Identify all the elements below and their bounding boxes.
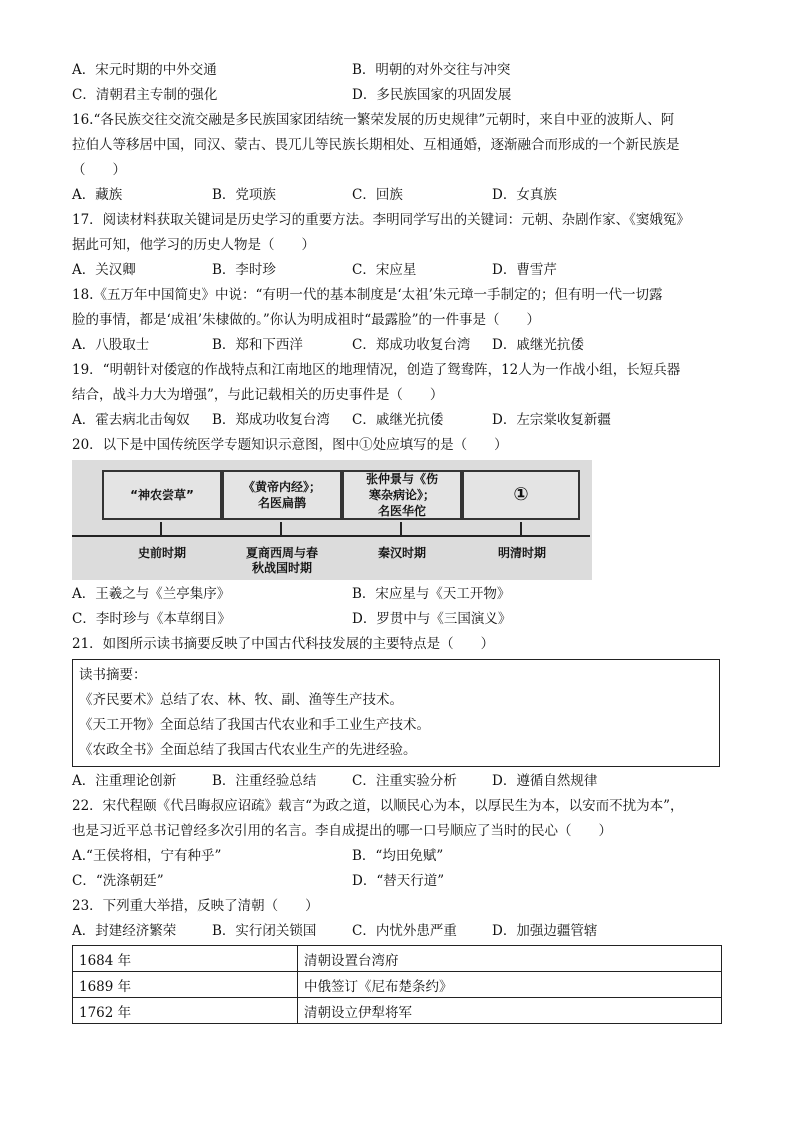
q15-option-d[interactable]: D．多民族国家的巩固发展 [352,87,512,103]
timeline-box-1: “神农尝草” [102,470,222,520]
q18-stem-line1: 18.《五万年中国简史》中说：“有明一代的基本制度是‘太祖’朱元璋一手制定的；但有明一代一切露 [72,287,663,303]
q17-option-d[interactable]: D．曹雪芹 [492,262,557,278]
q18-option-a[interactable]: A．八股取士 [72,337,150,353]
q23-option-a[interactable]: A．封建经济繁荣 [72,923,177,939]
q16-stem-line3: （ ） [72,162,126,178]
q22-stem-line1: 22．宋代程颐《代吕晦叔应诏疏》载言“为政之道，以顺民心为本，以厚民生为本，以安而不扰为本”， [72,798,684,814]
q20-option-c[interactable]: C．李时珍与《本草纲目》 [72,611,231,627]
q16-option-b[interactable]: B．党项族 [212,187,276,203]
q19-stem-line2: 结合，战斗力大为增强”，与此记载相关的历史事件是（ ） [72,387,444,403]
q18-option-b[interactable]: B．郑和下西洋 [212,337,303,353]
q23-option-c[interactable]: C．内忧外患严重 [352,923,457,939]
q15-option-c[interactable]: C．清朝君主专制的强化 [72,87,218,103]
q18-options [72,333,722,358]
q18-stem-line2: 脸的事情，都是‘成祖’朱棣做的。”你认为明成祖时“最露脸”的一件事是（ ） [72,312,541,328]
q16-options [72,183,722,208]
reading-summary-title: 读书摘要： [79,667,147,683]
reading-summary-line: 《农政全书》全面总结了我国古代农业生产的先进经验。 [79,742,417,758]
q19-option-c[interactable]: C．戚继光抗倭 [352,412,444,428]
q15-option-b[interactable]: B．明朝的对外交往与冲突 [352,62,511,78]
period-label-1: 史前时期 [137,546,186,560]
table-row [73,998,722,1024]
q15-option-a[interactable]: A．宋元时期的中外交通 [72,62,217,78]
q21-option-a[interactable]: A．注重理论创新 [72,773,177,789]
q23-option-b[interactable]: B．实行闭关锁国 [212,923,317,939]
q17-stem-line2: 据此可知，他学习的历史人物是（ ） [72,237,315,253]
q19-option-d[interactable]: D．左宗棠收复新疆 [492,412,611,428]
qing-events-table [72,945,722,1024]
q20-option-b[interactable]: B．宋应星与《天工开物》 [352,586,511,602]
q16-option-d[interactable]: D．女真族 [492,187,557,203]
q19-options [72,408,722,433]
q22-option-a[interactable]: A.“王侯将相，宁有种乎” [72,848,222,864]
q17-stem-line1: 17．阅读材料获取关键词是历史学习的重要方法。李明同学写出的关键词：元朝、杂剧作家、《窦娥冤》 [72,212,690,228]
q17-option-a[interactable]: A．关汉卿 [72,262,136,278]
medicine-timeline-diagram [72,460,592,580]
q23-option-d[interactable]: D．加强边疆管辖 [492,923,598,939]
q18-option-d[interactable]: D．戚继光抗倭 [492,337,584,353]
period-label-2: 夏商西周与春 秋战国时期 [245,546,318,575]
q16-option-a[interactable]: A．藏族 [72,187,123,203]
q21-option-c[interactable]: C．注重实验分析 [352,773,457,789]
timeline-tick [280,522,282,536]
table-cell-event: 清朝设置台湾府 [298,946,722,972]
q20-options-row2 [72,607,722,632]
q17-options [72,258,722,283]
q23-options [72,919,722,944]
q15-options-row2 [72,83,722,108]
q23-stem: 23．下列重大举措，反映了清朝（ ） [72,898,319,914]
timeline-axis [72,535,590,537]
q19-option-b[interactable]: B．郑成功收复台湾 [212,412,330,428]
q16-stem-line2: 拉伯人等移居中国，同汉、蒙古、畏兀儿等民族长期相处、互相通婚，逐渐融合而形成的一个新民族是 [72,137,680,153]
timeline-box-4: ① [462,470,580,520]
q20-stem: 20．以下是中国传统医学专题知识示意图，图中①处应填写的是（ ） [72,437,508,453]
q15-options-row1 [72,58,722,83]
q21-stem: 21．如图所示读书摘要反映了中国古代科技发展的主要特点是（ ） [72,636,495,652]
q22-option-b[interactable]: B．“均田免赋” [352,848,444,864]
timeline-tick [400,522,402,536]
q17-option-c[interactable]: C．宋应星 [352,262,417,278]
q20-option-a[interactable]: A．王羲之与《兰亭集序》 [72,586,231,602]
q19-stem-line1: 19．“明朝针对倭寇的作战特点和江南地区的地理情况，创造了鸳鸯阵，12人为一作战小组，长短兵器 [72,362,681,378]
timeline-tick [520,522,522,536]
reading-summary-line: 《天工开物》全面总结了我国古代农业和手工业生产技术。 [79,717,430,733]
timeline-box-2: 《黄帝内经》； 名医扁鹊 [222,470,342,520]
q22-options-row1 [72,844,722,869]
q22-option-c[interactable]: C．“洗涤朝廷” [72,873,164,889]
table-row [73,972,722,998]
period-label-4: 明清时期 [497,546,546,560]
timeline-tick [160,522,162,536]
reading-summary-box [72,659,720,767]
q22-stem-line2: 也是习近平总书记曾经多次引用的名言。李自成提出的哪一口号顺应了当时的民心（ ） [72,823,612,839]
q18-option-c[interactable]: C．郑成功收复台湾 [352,337,471,353]
table-cell-event: 清朝设立伊犁将军 [298,998,722,1024]
q21-option-b[interactable]: B．注重经验总结 [212,773,317,789]
q17-option-b[interactable]: B．李时珍 [212,262,276,278]
q21-options [72,769,722,794]
q16-option-c[interactable]: C．回族 [352,187,403,203]
q21-option-d[interactable]: D．遵循自然规律 [492,773,598,789]
exam-page [72,58,722,1024]
q16-stem-line1: 16.“各民族交往交流交融是多民族国家团结统一繁荣发展的历史规律”元朝时，来自中亚的波斯人、阿 [72,112,675,128]
reading-summary-line: 《齐民要术》总结了农、林、牧、副、渔等生产技术。 [79,692,403,708]
q20-option-d[interactable]: D．罗贯中与《三国演义》 [352,611,512,627]
table-row [73,946,722,972]
table-cell-year: 1689 年 [73,972,298,998]
table-cell-year: 1762 年 [73,998,298,1024]
table-cell-year: 1684 年 [73,946,298,972]
period-label-3: 秦汉时期 [377,546,426,560]
timeline-box-3: 张仲景与《伤 寒杂病论》； 名医华佗 [342,470,462,520]
q19-option-a[interactable]: A．霍去病北击匈奴 [72,412,190,428]
q22-options-row2 [72,869,722,894]
table-cell-event: 中俄签订《尼布楚条约》 [298,972,722,998]
q20-options-row1 [72,582,722,607]
q22-option-d[interactable]: D．“替天行道” [352,873,445,889]
